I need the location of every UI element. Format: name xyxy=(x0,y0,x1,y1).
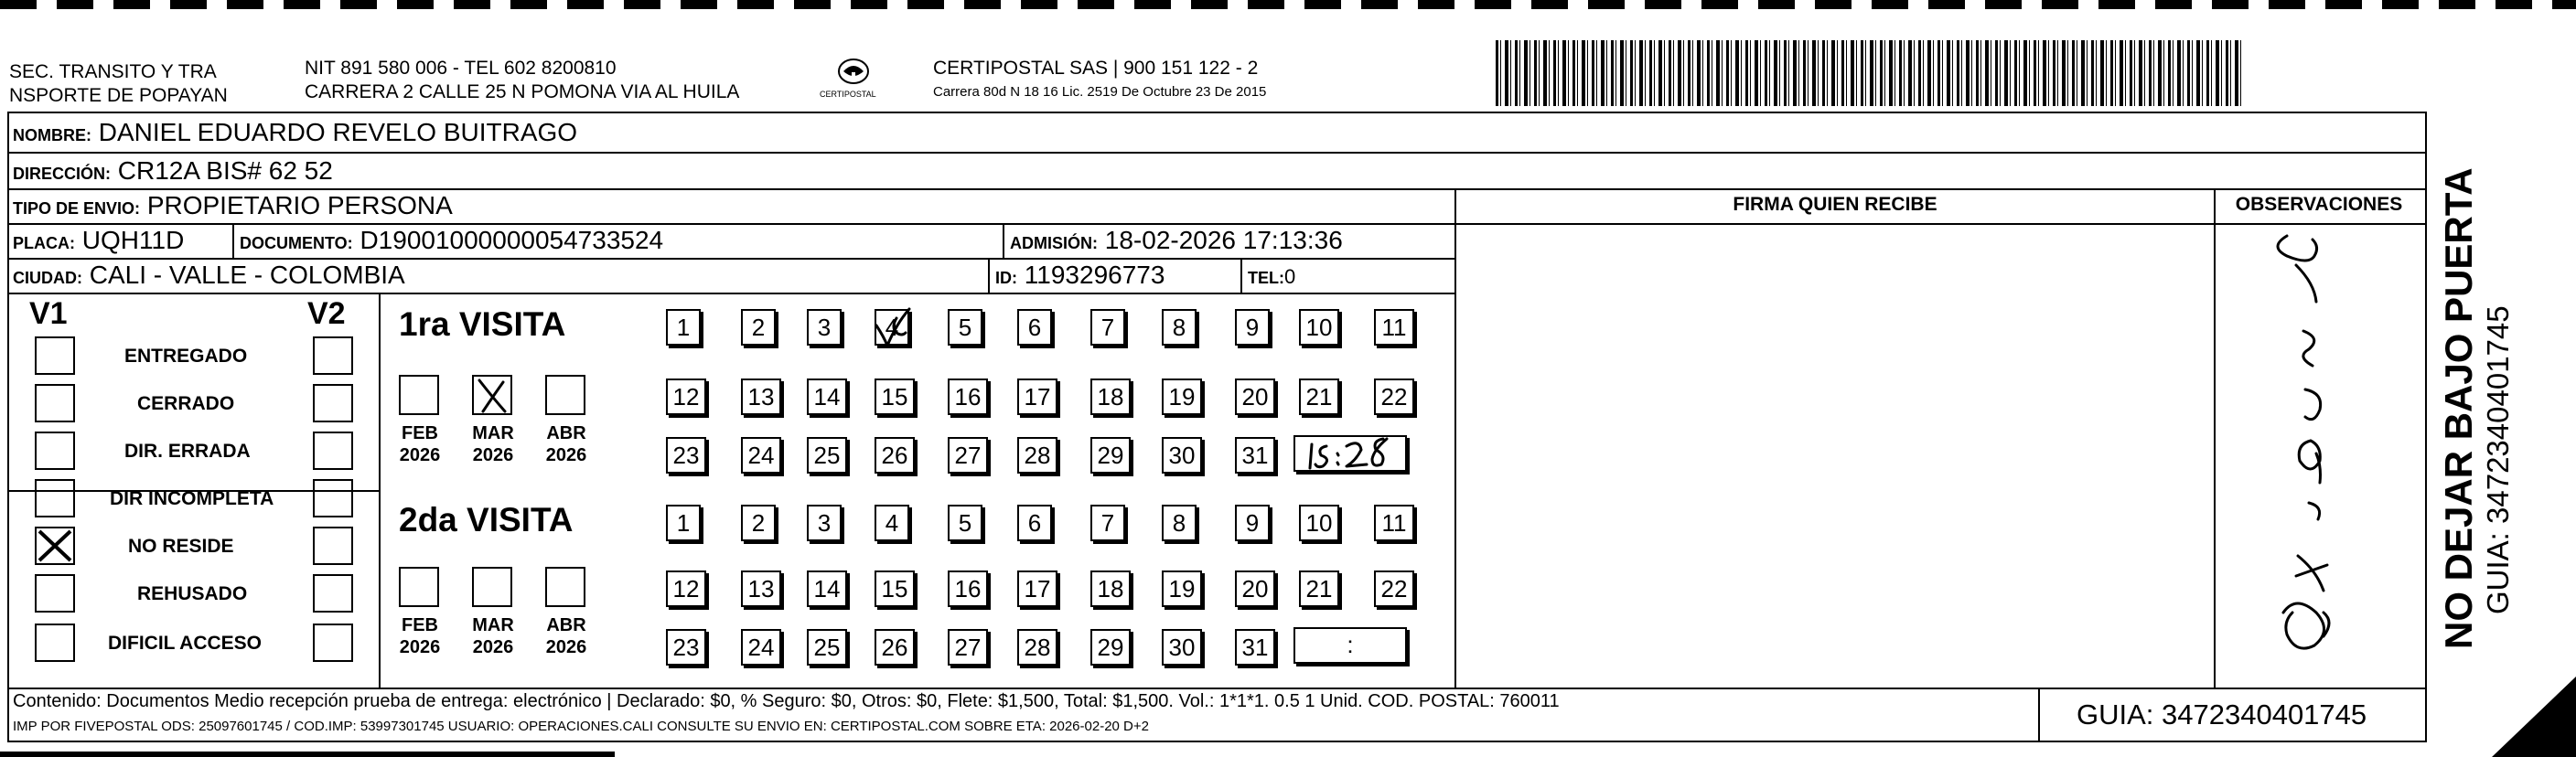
visit-1-day-29[interactable]: 29 xyxy=(1090,437,1131,474)
visit-1-day-5[interactable]: 5 xyxy=(948,309,982,346)
visit-1-day-11[interactable]: 11 xyxy=(1374,309,1414,346)
admission-value: 18-02-2026 17:13:36 xyxy=(1104,226,1343,254)
visit-1-day-3[interactable]: 3 xyxy=(807,309,842,346)
visit-2-day-17[interactable]: 17 xyxy=(1017,570,1057,607)
rule xyxy=(2214,188,2216,688)
visit-1-day-18[interactable]: 18 xyxy=(1090,378,1131,415)
address-label: DIRECCIÓN: xyxy=(13,165,111,183)
visit-1-month-feb: FEB 2026 xyxy=(399,423,441,465)
v2-checkbox-rehusado[interactable] xyxy=(313,574,353,613)
visit-2-day-6[interactable]: 6 xyxy=(1017,505,1052,541)
footer-content-line: Contenido: Documentos Medio recepción prueba de entrega: electrónico | Declarado: $0, % Seguro: $0, Otros: $0, Flete: $1,500, Total: $1,500. Vol.: 1*1*1. 0.5 1 Unid. COD. POSTAL: 760011 xyxy=(13,691,1560,711)
visit-1-month-mar-box[interactable] xyxy=(472,375,512,415)
visit-1-day-10[interactable]: 10 xyxy=(1299,309,1339,346)
rule xyxy=(7,688,2427,689)
visit-1-month-mar: MAR 2026 xyxy=(472,423,514,465)
x-mark-icon xyxy=(37,528,73,563)
rule xyxy=(7,152,2427,154)
rule xyxy=(2038,688,2040,742)
barcode xyxy=(1496,40,2244,106)
logo-caption: CERTIPOSTAL xyxy=(820,90,876,99)
v2-checkbox-dir-incompleta[interactable] xyxy=(313,479,353,517)
handwritten-time-icon xyxy=(1295,426,1405,472)
visit-1-day-20[interactable]: 20 xyxy=(1235,378,1275,415)
v2-checkbox-dificil-acceso[interactable] xyxy=(313,624,353,662)
visit-1-day-12[interactable]: 12 xyxy=(666,378,706,415)
visit-1-day-15[interactable]: 15 xyxy=(875,378,915,415)
visit-2-day-22[interactable]: 22 xyxy=(1374,570,1414,607)
visit-1-day-14[interactable]: 14 xyxy=(807,378,847,415)
visit-1-month-feb-box[interactable] xyxy=(399,375,439,415)
v1-checkbox-dir-errada[interactable] xyxy=(35,432,75,470)
visit-2-month-mar-box[interactable] xyxy=(472,567,512,607)
visit-2-day-9[interactable]: 9 xyxy=(1235,505,1270,541)
city-cell xyxy=(13,260,405,293)
sender-name xyxy=(9,60,228,108)
visit-2-day-5[interactable]: 5 xyxy=(948,505,982,541)
status-label-dificil-acceso: DIFICIL ACCESO xyxy=(108,633,263,654)
visit-1-day-8[interactable]: 8 xyxy=(1162,309,1197,346)
visit-2-day-11[interactable]: 11 xyxy=(1374,505,1414,541)
visit-2-day-23[interactable]: 23 xyxy=(666,629,706,666)
visit-1-day-7[interactable]: 7 xyxy=(1090,309,1125,346)
sender-nit: NIT 891 580 006 - TEL 602 8200810 xyxy=(305,58,617,79)
visit-2-day-3[interactable]: 3 xyxy=(807,505,842,541)
visit-2-day-13[interactable]: 13 xyxy=(741,570,781,607)
status-label-rehusado: REHUSADO xyxy=(137,583,248,604)
v2-checkbox-entregado[interactable] xyxy=(313,336,353,375)
v1-checkbox-no-reside[interactable] xyxy=(35,527,75,565)
visit-2-day-27[interactable]: 27 xyxy=(948,629,988,666)
visit-2-day-1[interactable]: 1 xyxy=(666,505,701,541)
visit-1-day-4[interactable]: 4 xyxy=(875,309,909,346)
visit-2-month-feb: FEB 2026 xyxy=(399,615,441,657)
visit-2-day-18[interactable]: 18 xyxy=(1090,570,1131,607)
footer-imp-line: IMP POR FIVEPOSTAL ODS: 25097601745 / COD.IMP: 53997301745 USUARIO: OPERACIONES.CALI CONSULTE SU ENVIO EN: CERTIPOSTAL.COM SOBRE ETA: 2026-02-20 D+2 xyxy=(13,719,1149,734)
id-cell xyxy=(995,260,1165,293)
visit-1-day-16[interactable]: 16 xyxy=(948,378,988,415)
status-label-entregado: ENTREGADO xyxy=(124,346,248,367)
visit-2-day-4[interactable]: 4 xyxy=(875,505,909,541)
visit-2-day-16[interactable]: 16 xyxy=(948,570,988,607)
document-cell xyxy=(240,225,663,259)
admission-label: ADMISIÓN: xyxy=(1010,234,1098,252)
status-label-dir-incompleta: DIR INCOMPLETA xyxy=(110,488,274,509)
visit-2-day-31[interactable]: 31 xyxy=(1235,629,1275,666)
v1-checkbox-dificil-acceso[interactable] xyxy=(35,624,75,662)
visit-1-day-21[interactable]: 21 xyxy=(1299,378,1339,415)
visit-2-day-15[interactable]: 15 xyxy=(875,570,915,607)
visit-1-day-23[interactable]: 23 xyxy=(666,437,706,474)
company-name: CERTIPOSTAL SAS | 900 151 122 - 2 xyxy=(933,58,1259,79)
name-row xyxy=(13,117,577,151)
visit-2-day-25[interactable]: 25 xyxy=(807,629,847,666)
signature-header: FIRMA QUIEN RECIBE xyxy=(1733,194,1937,215)
visit-1-day-9[interactable]: 9 xyxy=(1235,309,1270,346)
bottom-edge xyxy=(0,752,615,757)
side-guia: GUIA: 3472340401745 xyxy=(2481,305,2515,614)
visit-1-title: 1ra VISITA xyxy=(399,305,566,343)
visit-2-day-30[interactable]: 30 xyxy=(1162,629,1202,666)
visit-1-day-24[interactable]: 24 xyxy=(741,437,781,474)
status-label-cerrado: CERRADO xyxy=(137,393,235,414)
sender-contact xyxy=(305,57,739,104)
tel-value: 0 xyxy=(1284,265,1296,288)
name-value: DANIEL EDUARDO REVELO BUITRAGO xyxy=(98,118,578,146)
visit-2-day-26[interactable]: 26 xyxy=(875,629,915,666)
visit-1-day-19[interactable]: 19 xyxy=(1162,378,1202,415)
handwritten-x-icon xyxy=(474,377,510,413)
id-value: 1193296773 xyxy=(1024,261,1165,289)
rule xyxy=(1240,258,1242,293)
plate-cell xyxy=(13,225,184,259)
cut-line-dashed xyxy=(0,0,2576,9)
company-address: Carrera 80d N 18 16 Lic. 2519 De Octubre 23 De 2015 xyxy=(933,84,1267,100)
status-label-no-reside: NO RESIDE xyxy=(128,536,234,557)
visit-1-day-1[interactable]: 1 xyxy=(666,309,701,346)
footer-guia: GUIA: 3472340401745 xyxy=(2077,698,2367,730)
company-info xyxy=(933,57,1266,104)
visit-2-day-28[interactable]: 28 xyxy=(1017,629,1057,666)
type-label: TIPO DE ENVIO: xyxy=(13,199,141,218)
visit-2-month-feb-box[interactable] xyxy=(399,567,439,607)
rule xyxy=(988,258,990,293)
document-label: DOCUMENTO: xyxy=(240,234,353,252)
handwritten-observation-icon xyxy=(2232,229,2378,658)
sender-address: CARRERA 2 CALLE 25 N POMONA VIA AL HUILA xyxy=(305,81,740,102)
side-warning: NO DEJAR BAJO PUERTA xyxy=(2437,167,2480,649)
v1-checkbox-rehusado[interactable] xyxy=(35,574,75,613)
type-value: PROPIETARIO PERSONA xyxy=(146,191,453,219)
visit-2-day-29[interactable]: 29 xyxy=(1090,629,1131,666)
address-value: CR12A BIS# 62 52 xyxy=(117,156,333,185)
city-value: CALI - VALLE - COLOMBIA xyxy=(89,261,405,289)
v2-checkbox-dir-errada[interactable] xyxy=(313,432,353,470)
visit-2-month-abr-box[interactable] xyxy=(545,567,585,607)
v1-checkbox-cerrado[interactable] xyxy=(35,384,75,422)
observations-header: OBSERVACIONES xyxy=(2235,194,2403,215)
visit-1-month-abr: ABR 2026 xyxy=(545,423,587,465)
v2-checkbox-no-reside[interactable] xyxy=(313,527,353,565)
visit-2-time-box[interactable]: : xyxy=(1293,627,1407,664)
visit-1-day-27[interactable]: 27 xyxy=(948,437,988,474)
visit-1-day-6[interactable]: 6 xyxy=(1017,309,1052,346)
visit-2-day-12[interactable]: 12 xyxy=(666,570,706,607)
rule xyxy=(2214,223,2424,225)
visit-2-day-7[interactable]: 7 xyxy=(1090,505,1125,541)
visit-2-day-21[interactable]: 21 xyxy=(1299,570,1339,607)
city-label: CIUDAD: xyxy=(13,269,82,287)
v1-label: V1 xyxy=(29,296,68,331)
rule xyxy=(1003,223,1004,258)
sender-line-1: SEC. TRANSITO Y TRA xyxy=(9,61,217,82)
address-row xyxy=(13,155,333,189)
type-row xyxy=(13,190,453,224)
plate-label: PLACA: xyxy=(13,234,75,252)
plate-value: UQH11D xyxy=(81,226,185,254)
visit-1-day-31[interactable]: 31 xyxy=(1235,437,1275,474)
visit-2-month-mar: MAR 2026 xyxy=(472,615,514,657)
status-label-dir-errada: DIR. ERRADA xyxy=(124,441,251,462)
visit-2-day-10[interactable]: 10 xyxy=(1299,505,1339,541)
visit-1-time-box[interactable] xyxy=(1293,435,1407,472)
visit-1-day-2[interactable]: 2 xyxy=(741,309,776,346)
corner-triangle xyxy=(2492,677,2576,757)
visit-1-day-28[interactable]: 28 xyxy=(1017,437,1057,474)
document-value: D19001000000054733524 xyxy=(360,226,664,254)
id-label: ID: xyxy=(995,269,1017,287)
rule xyxy=(379,293,381,688)
visit-1-day-17[interactable]: 17 xyxy=(1017,378,1057,415)
visit-2-day-2[interactable]: 2 xyxy=(741,505,776,541)
visit-1-day-13[interactable]: 13 xyxy=(741,378,781,415)
sender-line-2: NSPORTE DE POPAYAN xyxy=(9,85,228,106)
visit-1-day-22[interactable]: 22 xyxy=(1374,378,1414,415)
visit-2-title: 2da VISITA xyxy=(399,501,574,538)
tel-cell xyxy=(1248,260,1295,293)
v2-label: V2 xyxy=(307,296,346,331)
v1-checkbox-entregado[interactable] xyxy=(35,336,75,375)
v1-checkbox-dir-incompleta[interactable] xyxy=(35,479,75,517)
rule xyxy=(1454,188,1456,688)
visit-1-day-25[interactable]: 25 xyxy=(807,437,847,474)
visit-1-month-abr-box[interactable] xyxy=(545,375,585,415)
rule xyxy=(232,223,234,258)
visit-2-day-14[interactable]: 14 xyxy=(807,570,847,607)
visit-2-day-24[interactable]: 24 xyxy=(741,629,781,666)
name-label: NOMBRE: xyxy=(13,126,91,144)
visit-1-day-26[interactable]: 26 xyxy=(875,437,915,474)
visit-1-day-30[interactable]: 30 xyxy=(1162,437,1202,474)
handwritten-check-icon xyxy=(869,305,915,351)
tel-label: TEL: xyxy=(1248,269,1284,287)
visit-2-day-19[interactable]: 19 xyxy=(1162,570,1202,607)
v2-checkbox-cerrado[interactable] xyxy=(313,384,353,422)
visit-2-month-abr: ABR 2026 xyxy=(545,615,587,657)
admission-cell xyxy=(1010,225,1343,259)
visit-2-day-8[interactable]: 8 xyxy=(1162,505,1197,541)
visit-2-day-20[interactable]: 20 xyxy=(1235,570,1275,607)
